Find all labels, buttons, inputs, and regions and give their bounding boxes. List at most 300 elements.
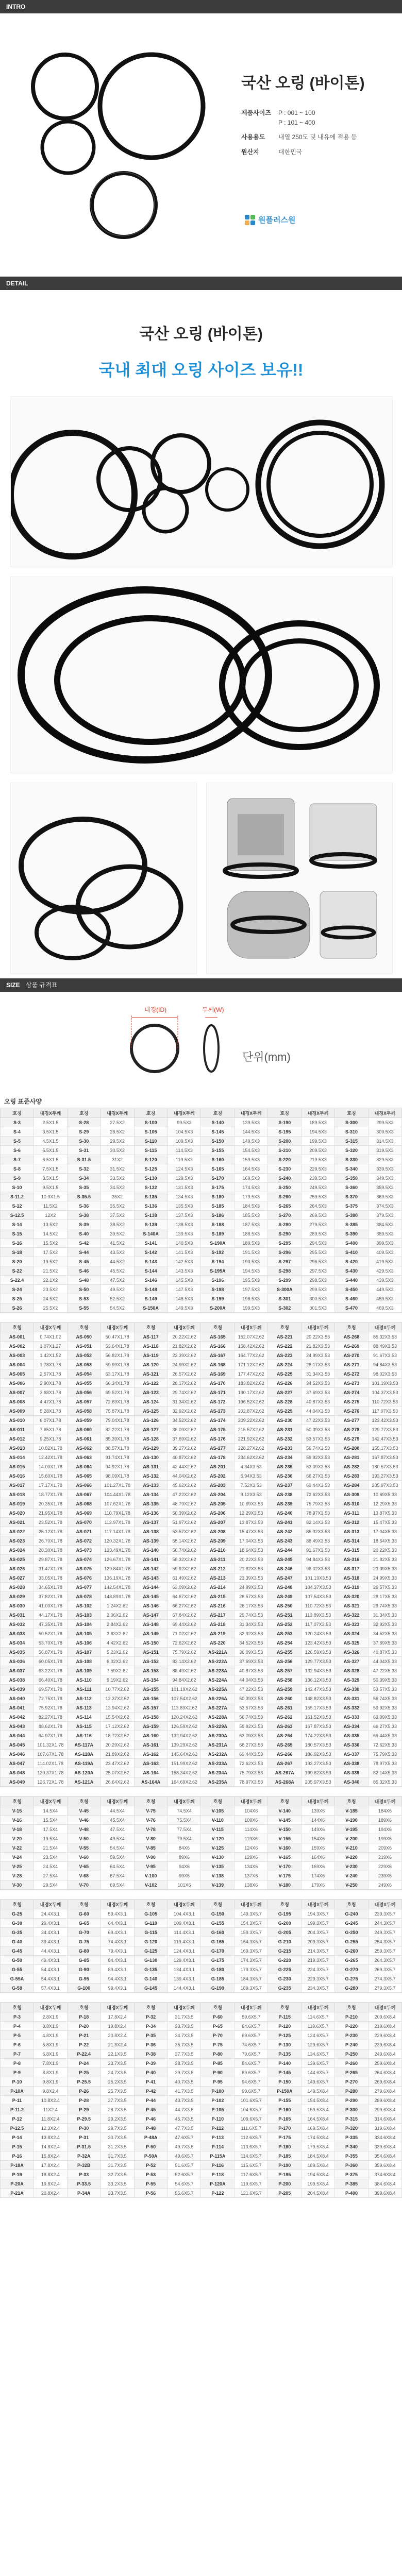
size-dimension-cell: 299.5X3 [301, 1285, 335, 1294]
size-dimension-cell: 179X6 [301, 1880, 335, 1890]
size-dimension-cell: 38.5X2 [100, 1220, 134, 1229]
size-dimension-cell: 56.74X3.53 [234, 1713, 268, 1722]
table-row [1, 1174, 402, 1183]
size-code-cell: S-380 [335, 1211, 368, 1220]
column-header: 호칭 [67, 1323, 100, 1332]
table-row [1, 2049, 402, 2059]
size-code-cell: AS-226 [268, 1379, 301, 1388]
size-dimension-cell: 98.02X3.53 [301, 1564, 335, 1573]
p-series-table [0, 2002, 402, 2198]
size-code-cell: AS-237 [268, 1481, 301, 1490]
size-dimension-cell: 194.5X8.4 [301, 2170, 335, 2179]
size-code-cell: AS-244 [268, 1546, 301, 1555]
table-row [1, 2031, 402, 2040]
size-code-cell: AS-232 [268, 1434, 301, 1444]
size-code-cell: AS-012 [1, 1434, 34, 1444]
size-code-cell: S-10 [1, 1183, 34, 1192]
size-code-cell: AS-318 [335, 1573, 368, 1583]
table-row [1, 1657, 402, 1666]
size-dimension-cell: 17.12X2.62 [100, 1722, 134, 1731]
size-dimension-cell: 129.6X5.7 [301, 2040, 335, 2049]
size-code-cell: V-195 [335, 1825, 368, 1834]
size-code-cell: AS-324 [335, 1629, 368, 1638]
size-dimension-cell: 84.6X5.7 [234, 2059, 268, 2068]
size-code-cell: AS-232A [201, 1750, 234, 1759]
size-dimension-cell: 20.22X5.33 [368, 1546, 401, 1555]
size-code-cell: AS-024 [1, 1546, 34, 1555]
table-row [1, 2059, 402, 2068]
size-code-cell: G-210 [268, 1937, 301, 1946]
size-dimension-cell: 199.5X8.4 [301, 2179, 335, 2189]
size-dimension-cell: 33.05X1.78 [34, 1573, 67, 1583]
size-code-cell: G-120 [134, 1937, 167, 1946]
size-code-cell: V-150 [268, 1825, 301, 1834]
size-code-cell: AS-177 [201, 1444, 234, 1453]
size-dimension-cell: 274.3X5.7 [368, 1974, 401, 1984]
size-dimension-cell: 72.62X2.62 [167, 1638, 201, 1648]
size-code-cell: V-90 [134, 1853, 167, 1862]
size-code-cell: AS-160 [134, 1731, 167, 1740]
size-dimension-cell: 193.5X3 [234, 1257, 268, 1266]
size-dimension-cell: 149.5X3 [167, 1303, 201, 1313]
size-code-cell: G-160 [201, 1928, 234, 1937]
size-code-cell: AS-242 [268, 1527, 301, 1536]
size-dimension-cell: 50.39X3.53 [234, 1694, 268, 1703]
table-header-row [1, 1797, 402, 1806]
size-dimension-cell: 142.47X3.53 [301, 1685, 335, 1694]
column-header: 내경X두께 [100, 1323, 134, 1332]
size-code-cell: AS-331 [335, 1694, 368, 1703]
size-dimension-cell: 74.4X3.1 [100, 1937, 134, 1946]
size-dimension-cell: 239.6X8.4 [368, 2040, 401, 2049]
size-code-cell: AS-008 [1, 1397, 34, 1406]
size-dimension-cell: 84.4X3.1 [100, 1956, 134, 1965]
size-code-cell: AS-272 [335, 1369, 368, 1379]
size-code-cell: S-12 [1, 1201, 34, 1211]
size-dimension-cell: 75.5X4 [167, 1816, 201, 1825]
size-code-cell: V-15 [1, 1806, 34, 1816]
size-code-cell: AS-173 [201, 1406, 234, 1416]
size-dimension-cell: 29.87X1.78 [34, 1555, 67, 1564]
size-code-cell: P-250 [335, 2049, 368, 2059]
table-row [1, 1825, 402, 1834]
size-dimension-cell: 119.5X3 [167, 1155, 201, 1164]
size-dimension-cell: 88.49X2.62 [167, 1666, 201, 1675]
size-code-cell: AS-161 [134, 1740, 167, 1750]
product-info [241, 70, 391, 162]
table-row [1, 1759, 402, 1768]
size-code-cell: AS-126 [134, 1416, 167, 1425]
size-code-cell: V-250 [335, 1880, 368, 1890]
size-code-cell: P-24 [67, 2059, 100, 2068]
size-dimension-cell: 53.64X1.78 [100, 1342, 134, 1351]
size-dimension-cell: 159.5X3 [234, 1155, 268, 1164]
table-row [1, 1453, 402, 1462]
size-dimension-cell: 18.8X2.4 [34, 2170, 67, 2179]
size-code-cell: G-58 [1, 1984, 34, 1993]
size-code-cell: P-200 [268, 2179, 301, 2189]
size-dimension-cell: 152.07X2.62 [234, 1332, 268, 1342]
size-code-cell: AS-032 [1, 1620, 34, 1629]
spec-key: 제품사이즈 [241, 109, 271, 116]
column-header: 내경X두께 [100, 1900, 134, 1909]
table-row [1, 1360, 402, 1369]
size-code-cell: AS-157 [134, 1703, 167, 1713]
detail-header [0, 290, 402, 386]
intro-section [0, 13, 402, 277]
size-code-cell: AS-053 [67, 1360, 100, 1369]
size-code-cell: V-80 [134, 1834, 167, 1843]
size-dimension-cell: 164X6 [301, 1853, 335, 1862]
size-dimension-cell: 21.82X2.62 [167, 1342, 201, 1351]
size-dimension-cell: 18.77X1.78 [34, 1490, 67, 1499]
size-code-cell: AS-178 [201, 1453, 234, 1462]
column-header: 호칭 [67, 1900, 100, 1909]
size-code-cell: AS-076 [67, 1573, 100, 1583]
size-code-cell: AS-121 [134, 1369, 167, 1379]
size-dimension-cell: 69.44X5.33 [368, 1731, 401, 1740]
size-code-cell: P-260 [335, 2059, 368, 2068]
size-code-cell: S-34 [67, 1174, 100, 1183]
size-dimension-cell: 189.5X3 [234, 1239, 268, 1248]
size-code-cell: G-70 [67, 1928, 100, 1937]
size-code-cell: P-18A [1, 2161, 34, 2170]
size-dimension-cell: 9.25X1.78 [34, 1434, 67, 1444]
table-row [1, 1276, 402, 1285]
size-dimension-cell: 229.6X8.4 [368, 2031, 401, 2040]
size-dimension-cell: 5.5X1.5 [34, 1146, 67, 1155]
size-dimension-cell: 10.69X3.53 [234, 1499, 268, 1509]
size-code-cell: AS-275 [335, 1397, 368, 1406]
size-dimension-cell: 234.62X2.62 [234, 1453, 268, 1462]
table-row [1, 2151, 402, 2161]
size-code-cell: V-75 [134, 1806, 167, 1816]
oring-closeup-illustration [11, 577, 392, 773]
size-dimension-cell: 169.5X8.4 [301, 2124, 335, 2133]
size-code-cell: AS-231 [268, 1425, 301, 1434]
size-code-cell: S-31.5 [67, 1155, 100, 1164]
size-dimension-cell: 189.5X8.4 [301, 2161, 335, 2170]
size-dimension-cell: 7.65X1.78 [34, 1425, 67, 1434]
size-dimension-cell: 199.5X3 [234, 1303, 268, 1313]
size-dimension-cell: 126.59X3.53 [301, 1648, 335, 1657]
size-dimension-cell: 28.17X5.33 [368, 1592, 401, 1601]
size-dimension-cell: 144.5X3 [234, 1127, 268, 1137]
size-code-cell: P-19 [1, 2170, 34, 2179]
size-code-cell: AS-057 [67, 1397, 100, 1406]
table-row [1, 1462, 402, 1471]
size-code-cell: S-290 [268, 1229, 301, 1239]
size-dimension-cell: 209X6 [368, 1843, 401, 1853]
size-code-cell: S-150A [134, 1303, 167, 1313]
size-dimension-cell: 174.5X8.4 [301, 2133, 335, 2142]
size-code-cell: AS-137 [134, 1518, 167, 1527]
column-header: 호칭 [1, 1797, 34, 1806]
size-code-cell: S-220 [268, 1155, 301, 1164]
size-code-cell: V-120 [201, 1834, 234, 1843]
size-code-cell: AS-014 [1, 1453, 34, 1462]
size-dimension-cell: 215.57X2.62 [234, 1425, 268, 1434]
size-dimension-cell: 23.7X3.5 [100, 2059, 134, 2068]
size-dimension-cell: 99.6X5.7 [234, 2087, 268, 2096]
size-code-cell: AS-247 [268, 1573, 301, 1583]
size-dimension-cell: 30.5X2 [100, 1146, 134, 1155]
size-code-cell: G-270 [335, 1965, 368, 1974]
size-dimension-cell: 85.39X1.78 [100, 1434, 134, 1444]
size-code-cell: AS-320 [335, 1592, 368, 1601]
size-dimension-cell: 47.5X2 [100, 1276, 134, 1285]
detail-title: 국산 오링 (바이톤) [139, 326, 263, 343]
size-dimension-cell: 159.3X5.7 [234, 1928, 268, 1937]
size-code-cell: AS-249 [268, 1592, 301, 1601]
size-dimension-cell: 155.17X3.53 [368, 1444, 401, 1453]
size-dimension-cell: 40.87X3.53 [234, 1666, 268, 1675]
size-code-cell: S-192 [201, 1248, 234, 1257]
size-code-cell: AS-269 [335, 1342, 368, 1351]
size-dimension-cell: 107.67X1.78 [34, 1750, 67, 1759]
size-dimension-cell: 359.5X3 [368, 1183, 401, 1192]
column-header: 호칭 [268, 2003, 301, 2012]
size-dimension-cell: 228.27X2.62 [234, 1444, 268, 1453]
size-code-cell: S-385 [335, 1220, 368, 1229]
size-code-cell: S-199 [201, 1294, 234, 1303]
size-dimension-cell: 194.5X3 [234, 1266, 268, 1276]
size-code-cell: P-355 [335, 2151, 368, 2161]
size-dimension-cell: 219.5X3 [301, 1155, 335, 1164]
size-code-cell: S-200 [268, 1137, 301, 1146]
size-dimension-cell: 99X6 [167, 1871, 201, 1880]
size-dimension-cell: 384.5X3 [368, 1220, 401, 1229]
size-code-cell: S-15 [1, 1229, 34, 1239]
size-dimension-cell: 59.6X5.7 [234, 2012, 268, 2022]
size-code-cell: S-155 [201, 1146, 234, 1155]
size-dimension-cell: 4.34X3.53 [234, 1462, 268, 1471]
size-dimension-cell: 75.79X3.53 [301, 1499, 335, 1509]
size-dimension-cell: 319.5X3 [368, 1146, 401, 1155]
size-code-cell: V-22 [1, 1843, 34, 1853]
column-header: 내경X두께 [167, 1900, 201, 1909]
size-dimension-cell: 120.37X1.78 [34, 1768, 67, 1777]
v-series-table [0, 1796, 402, 1890]
column-header: 내경X두께 [167, 2003, 201, 2012]
size-code-cell: AS-243 [268, 1536, 301, 1546]
size-code-cell: AS-246 [268, 1564, 301, 1573]
size-dimension-cell: 299.6X8.4 [368, 2105, 401, 2114]
size-dimension-cell: 1.78X1.78 [34, 1360, 67, 1369]
size-dimension-cell: 204.5X8.4 [301, 2189, 335, 2198]
size-code-cell: AS-118 [134, 1342, 167, 1351]
size-dimension-cell: 158.42X2.62 [234, 1342, 268, 1351]
table-row [1, 1527, 402, 1536]
size-dimension-cell: 409.5X3 [368, 1248, 401, 1257]
table-row [1, 1499, 402, 1509]
size-dimension-cell: 31.7X3.5 [167, 2012, 201, 2022]
size-dimension-cell: 199.62X3.53 [301, 1768, 335, 1777]
size-dimension-cell: 33.7X3.5 [100, 2189, 134, 2198]
size-code-cell: AS-041 [1, 1703, 34, 1713]
size-dimension-cell: 72.62X5.33 [368, 1740, 401, 1750]
size-dimension-cell: 54.6X5.7 [167, 2179, 201, 2189]
size-dimension-cell: 27.5X4 [34, 1871, 67, 1880]
size-dimension-cell: 88.49X3.53 [301, 1536, 335, 1546]
size-code-cell: AS-119A [67, 1759, 100, 1768]
size-dimension-cell: 239.3X5.7 [368, 1909, 401, 1919]
column-header: 호칭 [134, 2003, 167, 2012]
size-dimension-cell: 113.6X5.7 [234, 2142, 268, 2151]
size-dimension-cell: 47.22X3.53 [234, 1685, 268, 1694]
size-dimension-cell: 89.6X5.7 [234, 2068, 268, 2077]
column-header: 내경X두께 [368, 2003, 401, 2012]
unit-label: 단위(mm) [242, 1050, 291, 1063]
size-code-cell: V-240 [335, 1871, 368, 1880]
size-dimension-cell: 9.19X2.62 [100, 1675, 134, 1685]
size-code-cell: AS-226A [201, 1694, 234, 1703]
size-code-cell: AS-070 [67, 1518, 100, 1527]
brand-logo [245, 214, 295, 225]
size-dimension-cell: 12X2 [34, 1211, 67, 1220]
size-code-cell: AS-029 [1, 1592, 34, 1601]
size-code-cell: AS-284 [335, 1481, 368, 1490]
size-dimension-cell: 194X6 [368, 1825, 401, 1834]
size-code-cell: V-139 [201, 1880, 234, 1890]
table-row [1, 2124, 402, 2133]
size-code-cell: P-26 [67, 2087, 100, 2096]
size-code-cell: P-34 [134, 2022, 167, 2031]
size-dimension-cell: 110.72X3.53 [368, 1397, 401, 1406]
table-row [1, 1471, 402, 1481]
size-dimension-cell: 135.5X3 [167, 1201, 201, 1211]
table-row [1, 1601, 402, 1611]
size-dimension-cell: 189.3X5.7 [234, 1984, 268, 1993]
size-code-cell: G-80 [67, 1946, 100, 1956]
size-dimension-cell: 49.6X5.7 [167, 2151, 201, 2161]
size-code-cell: AS-039 [1, 1685, 34, 1694]
size-dimension-cell: 40.87X2.62 [167, 1453, 201, 1462]
size-code-cell: P-53 [134, 2170, 167, 2179]
size-dimension-cell: 137X6 [234, 1871, 268, 1880]
column-header: 내경X두께 [234, 1900, 268, 1909]
size-code-cell: P-65 [201, 2022, 234, 2031]
size-dimension-cell: 269.5X3 [301, 1211, 335, 1220]
size-code-cell: AS-143 [134, 1573, 167, 1583]
table-row [1, 1638, 402, 1648]
size-dimension-cell: 11.8X2.4 [34, 2114, 67, 2124]
size-dimension-cell: 224.3X5.7 [301, 1965, 335, 1974]
size-dimension-cell: 54.5X2 [100, 1303, 134, 1313]
size-dimension-cell: 174.3X5.7 [234, 1956, 268, 1965]
size-code-cell: S-130 [134, 1174, 167, 1183]
table-row [1, 1685, 402, 1694]
size-dimension-cell: 28.7X3.5 [100, 2105, 134, 2114]
size-dimension-cell: 39.4X3.1 [34, 1937, 67, 1946]
table-row [1, 1266, 402, 1276]
size-dimension-cell: 389.5X3 [368, 1229, 401, 1239]
size-code-cell: AS-278 [335, 1425, 368, 1434]
size-dimension-cell: 7.59X2.62 [100, 1666, 134, 1675]
size-code-cell: AS-073 [67, 1546, 100, 1555]
detail-section-bar [0, 277, 402, 290]
table-legend: 오링 표준사양 [4, 1098, 42, 1105]
size-code-cell: G-275 [335, 1974, 368, 1984]
size-dimension-cell: 28.30X1.78 [34, 1546, 67, 1555]
size-dimension-cell: 104.37X3.53 [368, 1388, 401, 1397]
size-code-cell: S-24 [1, 1285, 34, 1294]
size-code-cell: AS-229 [268, 1406, 301, 1416]
size-code-cell: AS-339 [335, 1768, 368, 1777]
size-dimension-cell: 20.22X3.53 [301, 1332, 335, 1342]
size-code-cell: AS-167 [201, 1351, 234, 1360]
table-row [1, 2105, 402, 2114]
column-header: 내경X두께 [301, 1797, 335, 1806]
size-code-cell: S-144 [134, 1266, 167, 1276]
size-code-cell: V-18 [1, 1825, 34, 1834]
size-dimension-cell: 301.5X3 [301, 1303, 335, 1313]
size-code-cell: G-65 [67, 1919, 100, 1928]
size-dimension-cell: 50.47X1.78 [100, 1332, 134, 1342]
size-dimension-cell: 64.5X4 [100, 1862, 134, 1871]
size-dimension-cell: 19.5X2 [34, 1257, 67, 1266]
size-code-cell: P-150A [268, 2087, 301, 2096]
w-label: 두께(W) [202, 1006, 224, 1013]
size-code-cell: AS-255 [268, 1648, 301, 1657]
size-code-cell: AS-054 [67, 1369, 100, 1379]
size-code-cell: AS-248 [268, 1583, 301, 1592]
size-dimension-cell: 249X6 [368, 1880, 401, 1890]
size-dimension-cell: 121.6X5.7 [234, 2189, 268, 2198]
size-dimension-cell: 47.22X2.62 [167, 1490, 201, 1499]
size-dimension-cell: 269.6X8.4 [368, 2077, 401, 2087]
size-dimension-cell: 56.74X2.62 [167, 1546, 201, 1555]
size-code-cell: AS-168 [201, 1360, 234, 1369]
size-dimension-cell: 158.34X2.62 [167, 1768, 201, 1777]
column-header: 호칭 [134, 1900, 167, 1909]
size-code-cell: AS-069 [67, 1509, 100, 1518]
size-code-cell: V-220 [335, 1853, 368, 1862]
size-dimension-cell: 24.5X4 [34, 1862, 67, 1871]
size-code-cell: AS-072 [67, 1536, 100, 1546]
size-dimension-cell: 47.22X5.33 [368, 1666, 401, 1675]
size-dimension-cell: 85.32X5.33 [368, 1777, 401, 1787]
size-dimension-cell: 31.34X3.53 [301, 1369, 335, 1379]
size-dimension-cell: 209.5X3 [301, 1146, 335, 1155]
size-code-cell: AS-207 [201, 1518, 234, 1527]
size-dimension-cell: 69.57X1.78 [34, 1685, 67, 1694]
size-dimension-cell: 296.5X3 [301, 1257, 335, 1266]
column-header: 호칭 [201, 1797, 234, 1806]
column-header: 내경X두께 [234, 1323, 268, 1332]
table-row [1, 1379, 402, 1388]
size-code-cell: AS-015 [1, 1462, 34, 1471]
size-code-cell: S-295 [268, 1239, 301, 1248]
size-code-cell: S-196 [201, 1276, 234, 1285]
size-dimension-cell: 34.52X2.62 [167, 1416, 201, 1425]
size-code-cell: P-85 [201, 2059, 234, 2068]
size-code-cell: S-460 [335, 1294, 368, 1303]
column-header: 호칭 [1, 2003, 34, 2012]
size-code-cell: AS-224A [201, 1675, 234, 1685]
size-code-cell: P-122 [201, 2189, 234, 2198]
size-code-cell: AS-230A [201, 1731, 234, 1740]
column-header: 호칭 [201, 1323, 234, 1332]
size-code-cell: G-180 [201, 1965, 234, 1974]
size-code-cell: P-21A [1, 2189, 34, 2198]
size-dimension-cell: 94.6X5.7 [234, 2077, 268, 2087]
size-dimension-cell: 2.84X2.62 [100, 1620, 134, 1629]
column-header: 호칭 [268, 1900, 301, 1909]
size-code-cell: AS-257 [268, 1666, 301, 1675]
table-row [1, 1239, 402, 1248]
size-dimension-cell: 25.12X1.78 [34, 1527, 67, 1536]
